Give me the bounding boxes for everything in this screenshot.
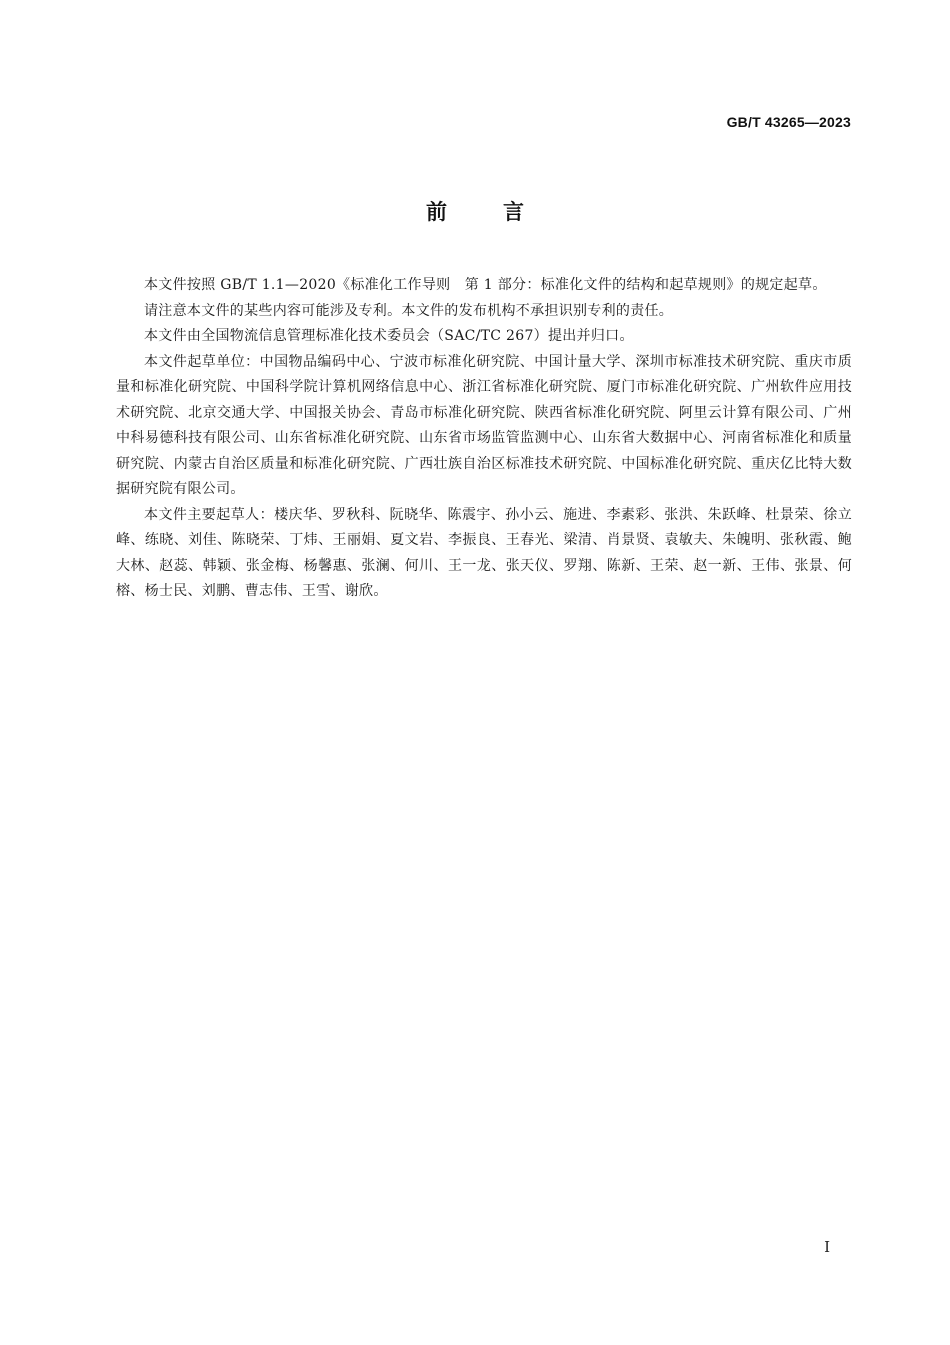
paragraph-patent-notice: 请注意本文件的某些内容可能涉及专利。本文件的发布机构不承担识别专利的责任。	[144, 302, 674, 319]
page-title: 前言	[426, 200, 580, 224]
paragraph-main-drafters: 本文件主要起草人：楼庆华、罗秋科、阮晓华、陈震宇、孙小云、施进、李素彩、张洪、朱跃峰、杜景荣、徐立峰、练晓、刘佳、陈晓荣、丁炜、王丽娟、夏文岩、李振良、王春光、梁清、肖景贤、袁敏夫、朱魄明、张秋霞、鲍大林、赵蕊、韩颖、张金梅、杨馨惠、张澜、何川、王一龙、张天仪、罗翔、陈新、王荣、赵一新、王伟、张景、何榕、杨士民、刘鹏、曹志伟、王雪、谢欣。	[116, 506, 852, 599]
paragraph-drafting-organizations: 本文件起草单位：中国物品编码中心、宁波市标准化研究院、中国计量大学、深圳市标准技术研究院、重庆市质量和标准化研究院、中国科学院计算机网络信息中心、浙江省标准化研究院、厦门市标准化研究院、广州软件应用技术研究院、北京交通大学、中国报关协会、青岛市标准化研究院、陕西省标准化研究院、阿里云计算有限公司、广州中科易德科技有限公司、山东省标准化研究院、山东省市场监管监测中心、山东省大数据中心、河南省标准化和质量研究院、内蒙古自治区质量和标准化研究院、广西壮族自治区标准技术研究院、中国标准化研究院、重庆亿比特大数据研究院有限公司。	[116, 353, 852, 497]
paragraph-drafting-rules: 本文件按照 GB/T 1.1—2020《标准化工作导则 第 1 部分：标准化文件的结构和起草规则》的规定起草。	[144, 277, 827, 293]
standard-number: GB/T 43265—2023	[726, 114, 851, 130]
foreword-body	[116, 273, 852, 605]
paragraph-proposing-committee: 本文件由全国物流信息管理标准化技术委员会（SAC/TC 267）提出并归口。	[144, 328, 634, 344]
page-number: I	[824, 1238, 830, 1256]
